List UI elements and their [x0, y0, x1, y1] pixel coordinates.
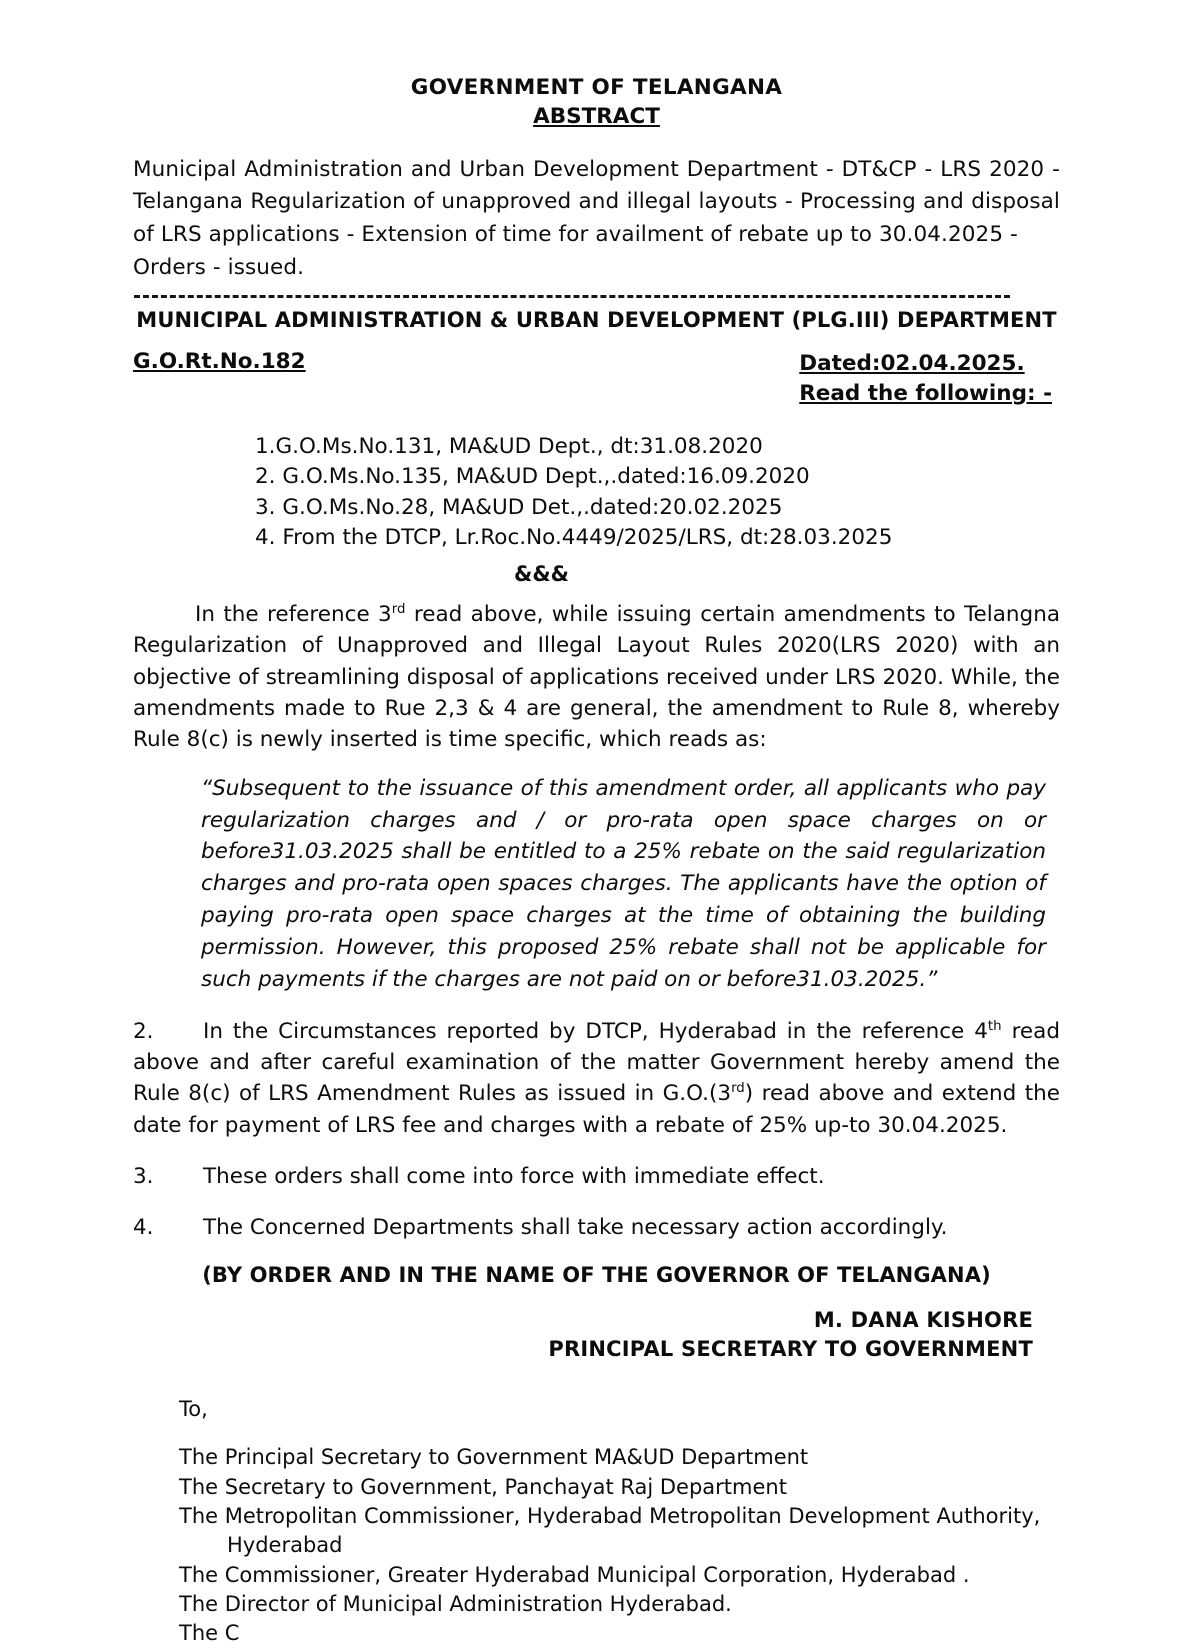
list-item: 1.G.O.Ms.No.131, MA&UD Dept., dt:31.08.2020: [255, 433, 763, 459]
abstract-label: ABSTRACT: [533, 104, 660, 130]
clause-four-text: The Concerned Departments shall take necessary action accordingly.: [203, 1215, 948, 1241]
list-item: 2. G.O.Ms.No.135, MA&UD Dept.,.dated:16.09.2020: [255, 464, 810, 490]
list-item: 3. G.O.Ms.No.28, MA&UD Det.,.dated:20.02.2025: [255, 494, 783, 520]
quoted-rule-text: “Subsequent to the issuance of this amendment order, all applicants who pay regularization charges and / or pro-rata open space charges on or before31.03.2025 shall be entitled to a 25% rebate on the said regularization charges and pro-rata open spaces charges. The applicants have the option of paying pro-rata open space charges at the time of obtaining the building permission. However, this proposed 25% rebate shall not be applicable for such payments if the charges are not paid on or before31.03.2025.”: [201, 775, 1046, 992]
clause-two-mid: read above and after careful examination of the matter Government hereby amend the Rule 8(c) of LRS Amendment Rules as issued in G.O.(3: [133, 1018, 1060, 1107]
clause-two-pre: In the Circumstances reported by DTCP, Hyderabad in the reference 4: [203, 1018, 988, 1044]
document-content: [133, 0, 1060, 1649]
paragraph-one-post: read above, while issuing certain amendments to Telangna Regularization of Unapproved and Illegal Layout Rules 2020(LRS 2020) with an objective of streamlining disposal of applications received under LRS 2020. While, the amendments made to Rue 2,3 & 4 are general, the amendment to Rule 8, whereby Rule 8(c) is newly inserted is time specific, which reads as:: [133, 601, 1060, 753]
subject-paragraph: [133, 154, 1060, 285]
ampersand-separator: &&&: [514, 561, 569, 586]
clause-two-number: 2.: [133, 1018, 154, 1044]
subject-line-1: Municipal Administration and Urban Development Department - DT&CP - LRS 2020 -: [133, 156, 1060, 182]
list-item: The Metropolitan Commissioner, Hyderabad Metropolitan Development Authority,: [179, 1503, 1041, 1528]
dated-block: [799, 349, 1052, 407]
list-item: The Director of Municipal Administration Hyderabad.: [179, 1592, 732, 1617]
list-item: 4. From the DTCP, Lr.Roc.No.4449/2025/LRS, dt:28.03.2025: [255, 525, 893, 551]
list-item: The Commissioner, Greater Hyderabad Municipal Corporation, Hyderabad .: [179, 1562, 970, 1587]
clause-two: [133, 1016, 1060, 1142]
distribution-list: [179, 1395, 1060, 1649]
government-title: GOVERNMENT OF TELANGANA: [410, 75, 783, 100]
read-following-label: Read the following: -: [799, 380, 1052, 406]
abstract-title: [133, 103, 1060, 131]
paragraph-one-pre: In the reference 3: [195, 601, 392, 627]
clause-three: [133, 1161, 1060, 1192]
clause-three-number: 3.: [133, 1164, 154, 1190]
reference-list: [255, 432, 1060, 554]
horizontal-dashed-divider: [134, 295, 1010, 298]
list-item-continuation: Hyderabad: [227, 1533, 343, 1558]
ordinal-superscript: th: [987, 1018, 1002, 1034]
by-order-line: (BY ORDER AND IN THE NAME OF THE GOVERNOR OF TELANGANA): [202, 1262, 991, 1287]
clause-two-post: ) read above and extend the date for payment of LRS fee and charges with a rebate of 25% up-to 30.04.2025.: [133, 1081, 1060, 1138]
list-item-clipped: The C: [179, 1621, 240, 1646]
clause-three-text: These orders shall come into force with immediate effect.: [203, 1164, 825, 1190]
subject-line-4: Orders - issued.: [133, 254, 305, 280]
signatory-designation: PRINCIPAL SECRETARY TO GOVERNMENT: [548, 1336, 1033, 1361]
ordinal-superscript: rd: [731, 1081, 745, 1097]
list-item: The Principal Secretary to Government MA&UD Department: [179, 1445, 809, 1470]
paragraph-one: [133, 599, 1060, 756]
to-label: To,: [179, 1396, 208, 1421]
order-meta-row: [133, 349, 1060, 407]
list-item: The Secretary to Government, Panchayat Raj Department: [179, 1474, 787, 1499]
subject-line-3: of LRS applications - Extension of time for availment of rebate up to 30.04.2025 -: [133, 222, 1018, 248]
go-number: G.O.Rt.No.182: [133, 349, 306, 375]
subject-line-2: Telangana Regularization of unapproved and illegal layouts - Processing and disposal: [133, 189, 1060, 215]
signatory-name: M. DANA KISHORE: [813, 1307, 1033, 1332]
signature-block: [133, 1306, 1060, 1364]
order-date: Dated:02.04.2025.: [799, 351, 1025, 377]
clause-four-number: 4.: [133, 1215, 154, 1241]
department-heading: MUNICIPAL ADMINISTRATION & URBAN DEVELOPMENT (PLG.III) DEPARTMENT: [136, 308, 1057, 333]
document-header: [133, 0, 1060, 132]
ordinal-superscript: rd: [391, 601, 406, 617]
clause-four: [133, 1212, 1060, 1243]
